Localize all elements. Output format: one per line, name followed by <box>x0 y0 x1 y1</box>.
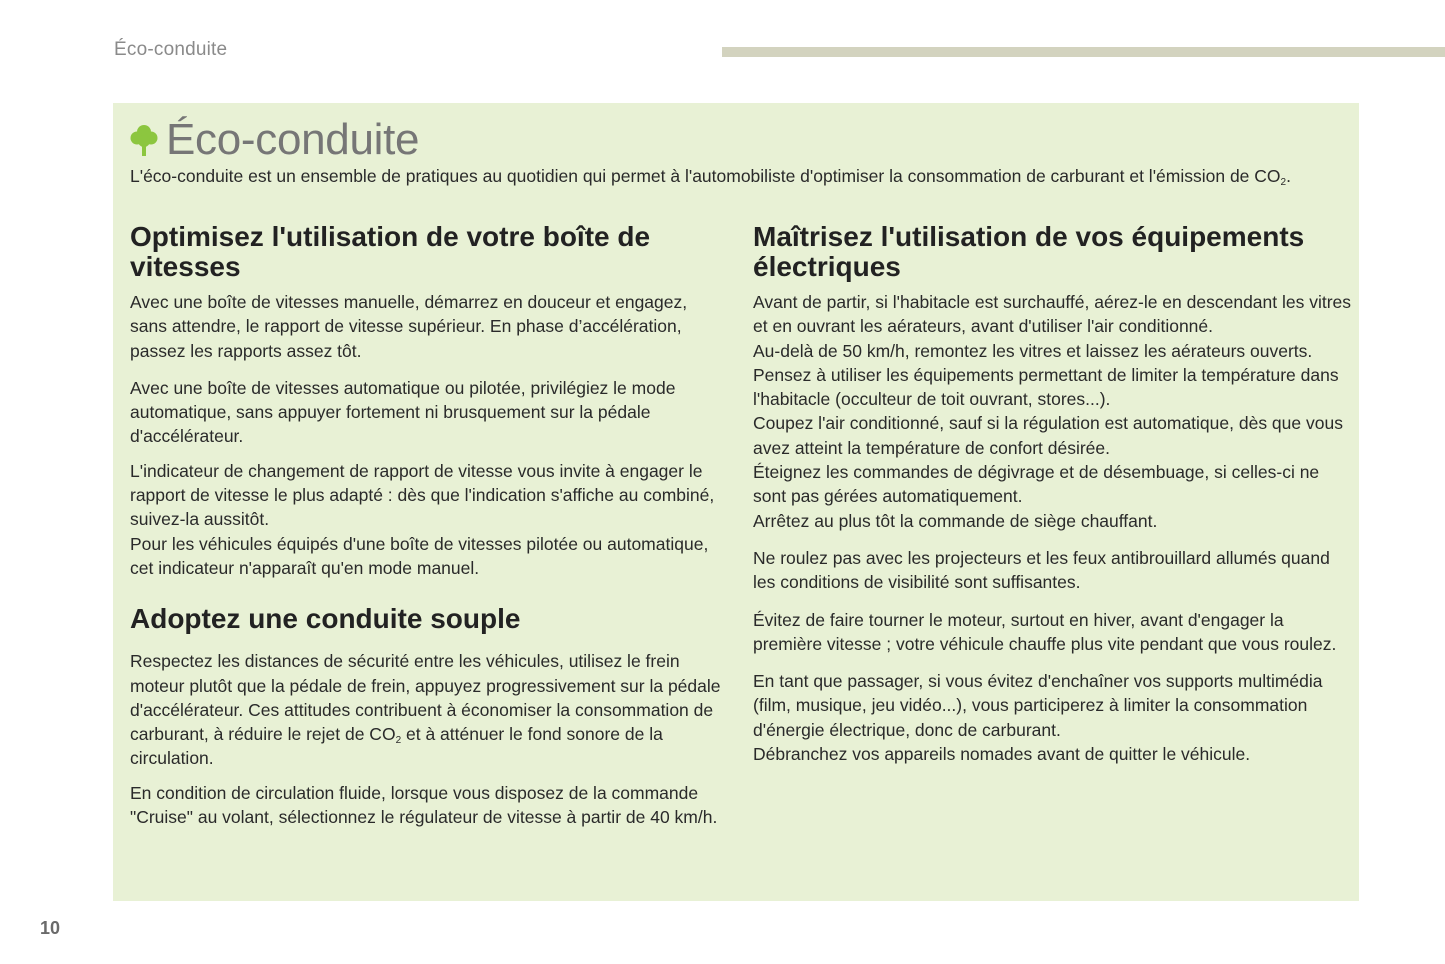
smooth-paragraph-cruise: En condition de circulation fluide, lorsque vous disposez de la commande "Cruise" au volant, sélectionnez le régulateur de vitesse à partir de 40 km/h. <box>130 782 718 828</box>
gearbox-paragraph-piloted: Pour les véhicules équipés d'une boîte de vitesses pilotée ou automatique, cet indicateur n'apparaît qu'en mode manuel. <box>130 533 709 578</box>
electric-paragraph-devices: Débranchez vos appareils nomades avant de quitter le véhicule. <box>753 744 1251 765</box>
header-rule <box>722 47 1445 57</box>
intro-text: L'éco-conduite est un ensemble de pratiques au quotidien qui permet à l'automobiliste d'optimiser la consommation de carburant et l'émission de CO <box>130 166 1281 186</box>
electric-paragraph-defrost: Éteignez les commandes de dégivrage et de désembuage, si celles-ci ne sont pas gérées automatiquement. <box>753 462 1320 507</box>
electric-paragraph-lights: Ne roulez pas avec les projecteurs et les feux antibrouillard allumés quand les conditions de visibilité sont suffisantes. <box>753 547 1330 593</box>
gearbox-paragraph-manual: Avec une boîte de vitesses manuelle, démarrez en douceur et engagez, sans attendre, le rapport de vitesse supérieur. En phase d’accélération, passez les rapports assez tôt. <box>130 292 688 361</box>
section-title-row <box>130 114 419 166</box>
smooth-paragraph-safety <box>130 649 725 770</box>
electric-heading: Maîtrisez l'utilisation de vos équipements électriques <box>753 221 1305 282</box>
gearbox-heading: Optimisez l'utilisation de votre boîte de vitesses <box>130 221 651 282</box>
page-number: 10 <box>40 918 61 938</box>
co2-subscript: 2 <box>395 735 402 747</box>
gearbox-paragraph-automatic: Avec une boîte de vitesses automatique ou pilotée, privilégiez le mode automatique, sans appuyer fortement ni brusquement sur la pédale d'accélérateur. <box>130 377 676 447</box>
smooth-text-end: et à atténuer le fond sonore de la circulation. <box>130 724 663 769</box>
intro-end: . <box>1286 166 1291 186</box>
co2-subscript: 2 <box>1280 177 1287 188</box>
electric-paragraph-aircon: Coupez l'air conditionné, sauf si la régulation est automatique, dès que vous avez atteint la température de confort désirée. <box>753 413 1343 458</box>
smooth-driving-heading: Adoptez une conduite souple <box>130 603 521 635</box>
gearbox-paragraph-indicator: L'indicateur de changement de rapport de vitesse vous invite à engager le rapport de vitesse le plus adapté : dès que l'indication s'affiche au combiné, suivez-la aussitôt. <box>130 460 715 530</box>
left-column <box>130 222 725 829</box>
electric-paragraph-multimedia: En tant que passager, si vous évitez d'enchaîner vos supports multimédia (film, musique, jeu vidéo...), vous participerez à limiter la consommation d'énergie électrique, donc de carburant. <box>753 671 1323 740</box>
page-title: Éco-conduite <box>166 115 420 164</box>
electric-paragraph-ventilation: Avant de partir, si l'habitacle est surchauffé, aérez-le en descendant les vitres et en ouvrant les aérateurs, avant d'utiliser l'air conditionné. <box>753 292 1352 337</box>
smooth-text: Respectez les distances de sécurité entre les véhicules, utilisez le frein moteur plutôt que la pédale de frein, appuyez progressivement sur la pédale d'accélérateur. Ces attitudes contribuent à économiser la consommation de carburant, à réduire le rejet de CO <box>130 651 721 745</box>
electric-paragraph-engine: Évitez de faire tourner le moteur, surtout en hiver, avant d'engager la première vitesse ; votre véhicule chauffe plus vite pendant que vous roulez. <box>753 609 1337 654</box>
electric-paragraph-windows: Au-delà de 50 km/h, remontez les vitres et laissez les aérateurs ouverts. <box>753 340 1313 361</box>
right-column <box>753 222 1353 766</box>
electric-paragraph-seat: Arrêtez au plus tôt la commande de siège chauffant. <box>753 510 1158 531</box>
intro-paragraph <box>130 164 1330 189</box>
tree-icon <box>130 123 158 157</box>
running-header-title: Éco-conduite <box>114 39 228 60</box>
electric-paragraph-temperature: Pensez à utiliser les équipements permettant de limiter la température dans l'habitacle (occulteur de toit ouvrant, stores...). <box>753 364 1339 410</box>
